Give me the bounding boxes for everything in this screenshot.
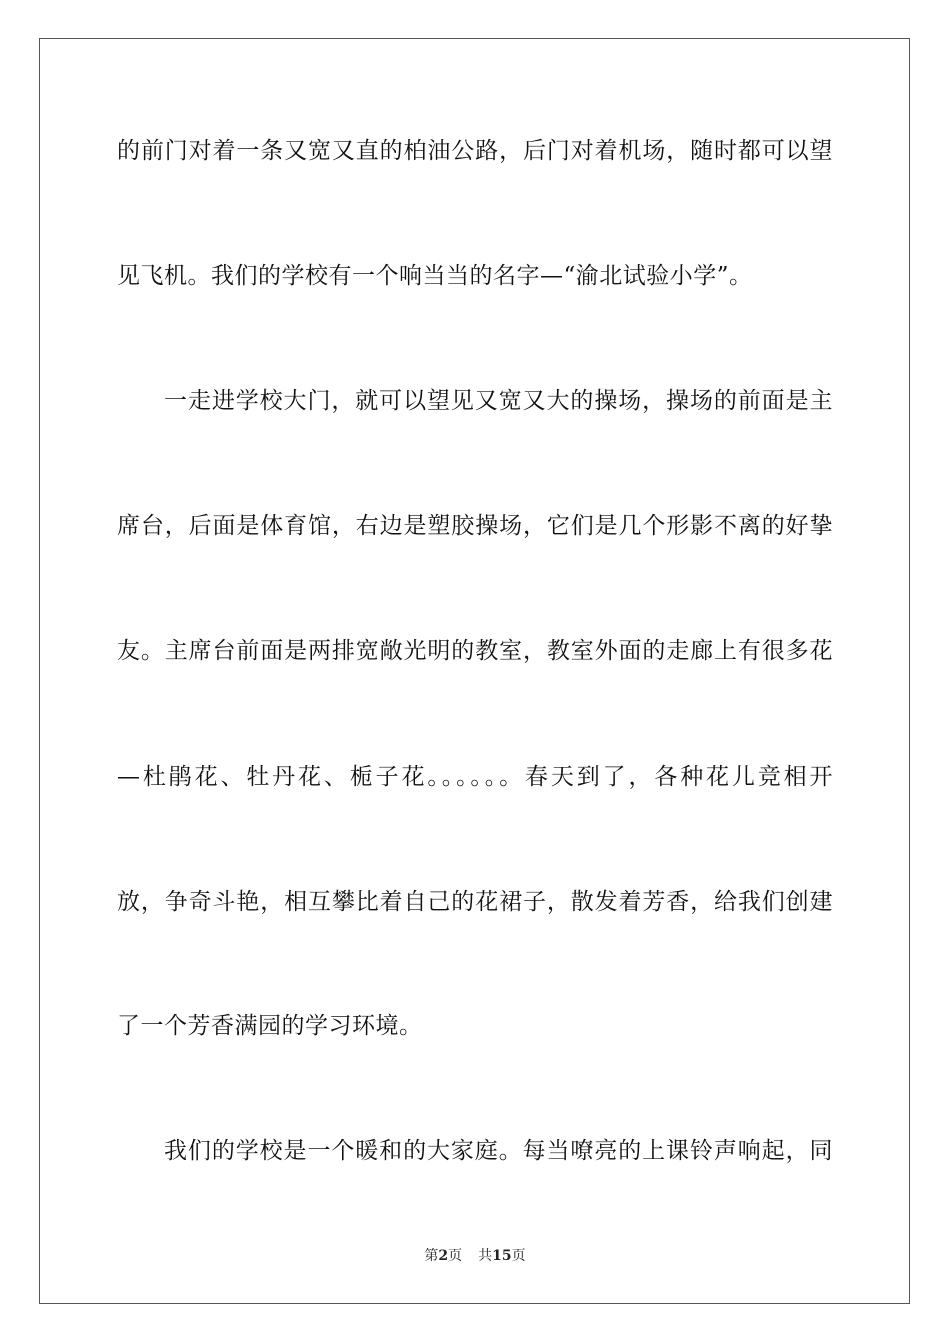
paragraph-line: 我们的学校是一个暖和的大家庭。每当嘹亮的上课铃声响起，同: [164, 1138, 833, 1164]
page-number: 2: [438, 1248, 449, 1264]
total-pages: 15: [492, 1248, 512, 1264]
paragraph-line: 席台，后面是体育馆，右边是塑胶操场，它们是几个形影不离的好挚: [117, 513, 833, 539]
paragraph-line: 一走进学校大门，就可以望见又宽又大的操场，操场的前面是主: [164, 388, 833, 414]
page-prefix: 第: [424, 1248, 439, 1264]
paragraph-line: 友。主席台前面是两排宽敞光明的教室，教室外面的走廊上有很多花: [117, 638, 833, 664]
paragraph-line: 的前门对着一条又宽又直的柏油公路，后门对着机场，随时都可以望: [117, 138, 833, 164]
total-suffix: 页: [511, 1248, 526, 1264]
total-prefix: 共: [478, 1248, 493, 1264]
paragraph-line: 了一个芳香满园的学习环境。: [117, 1013, 423, 1039]
paragraph-line: —杜鹃花、牡丹花、栀子花。。。。。。春天到了，各种花儿竞相开: [117, 764, 833, 790]
page-border: [39, 38, 910, 1304]
paragraph-line: 见飞机。我们的学校有一个响当当的名字—“渝北试验小学”。: [117, 263, 753, 289]
paragraph-line: 放，争奇斗艳，相互攀比着自己的花裙子，散发着芳香，给我们创建: [117, 889, 833, 915]
page-suffix: 页: [448, 1248, 463, 1264]
page-footer: [0, 1247, 950, 1265]
